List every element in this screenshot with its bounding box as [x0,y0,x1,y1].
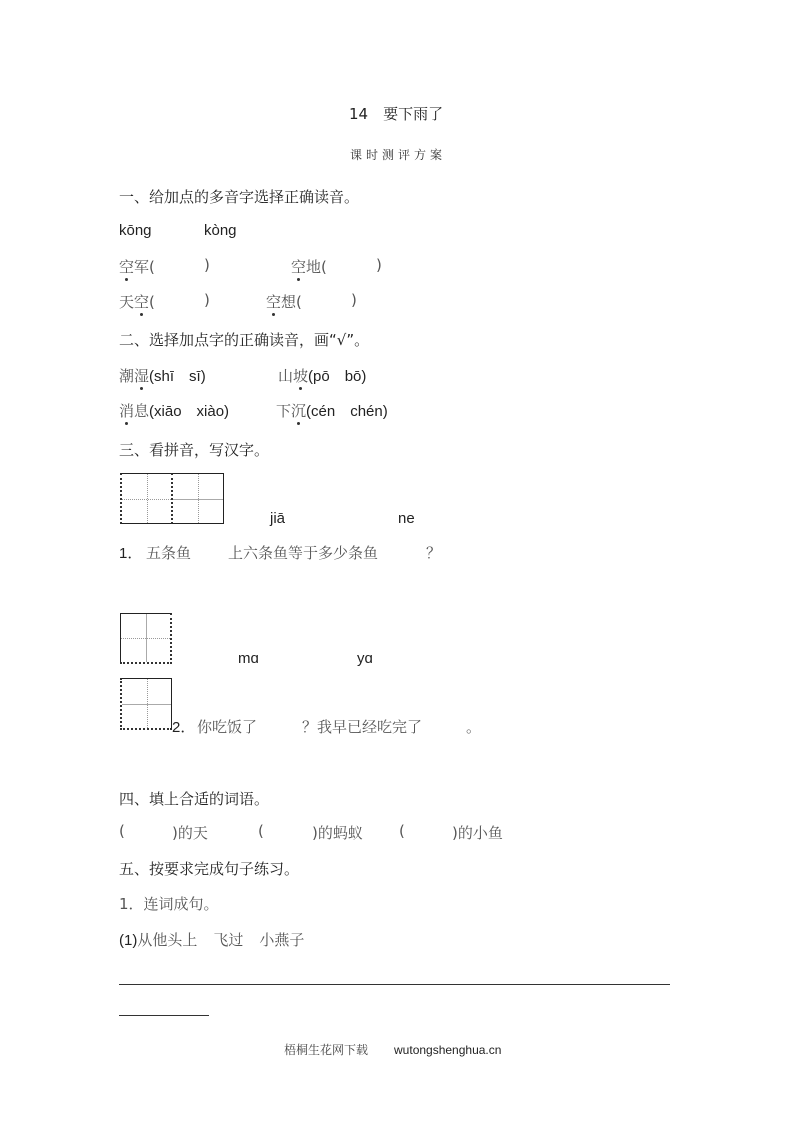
section-2-heading: 二、选择加点字的正确读音，画“√”。 [119,331,370,349]
q1-pinyin-2: ne [398,510,415,527]
fill-close-1: )的天 [172,824,208,842]
q2-number [172,716,195,737]
item-kongxiang [266,291,302,312]
item-kongdi [291,256,327,277]
item-tiankong-close: ) [204,291,210,309]
writing-grid-box[interactable] [120,678,172,730]
section-5-sub-1: 1．连词成句。 [119,895,219,913]
fill-open-2: ( [258,822,264,840]
pinyin-choices: (shī sī) [149,368,206,385]
dotted-char: 空 [266,293,282,311]
item-kongxiang-close: ) [351,291,357,309]
q5-1-label: (1) [119,932,138,949]
q1-number-label: 1． [119,545,143,562]
q2-pinyin-2: yɑ [357,650,373,667]
dotted-char: 空 [291,258,307,276]
word-2: 飞过 [213,931,244,949]
q5-1-words [119,929,304,950]
item-prefix: 下 [276,402,292,420]
word-3: 小燕子 [259,931,305,949]
footer-site-name: 梧桐生花网下载 [284,1043,369,1057]
q1-text-1: 五条鱼 [146,544,192,562]
item-chaoshi [119,365,206,386]
item-suffix: 息 [134,402,150,420]
pinyin-choices: (cén chén) [306,403,388,420]
dotted-char: 坡 [293,367,309,385]
q1-text-3: ？ [426,544,442,562]
fill-open-3: ( [399,822,405,840]
pinyin-choices: (xiāo xiào) [149,403,230,420]
q1-text-2: 上六条鱼等于多少条鱼 [228,544,379,562]
pinyin-choices: (pō bō) [308,368,367,385]
dotted-char: 空 [119,258,135,276]
item-text: 想( [281,293,302,311]
fill-open-1: ( [119,822,125,840]
q2-number-label: 2． [172,719,196,736]
item-kongdi-close: ) [376,256,382,274]
section-1-heading: 一、给加点的多音字选择正确读音。 [119,188,360,206]
footer [284,1041,501,1058]
writing-grid-box[interactable] [171,473,224,524]
item-text: ( [149,293,155,311]
dotted-char: 消 [119,402,135,420]
fill-close-2: )的蚂蚁 [312,824,363,842]
section-4-heading: 四、填上合适的词语。 [119,790,270,808]
pinyin-option-2: kòng [204,222,237,239]
q1-number [119,542,142,563]
item-xiaoxi [119,400,229,421]
q1-pinyin-1: jiā [270,510,286,527]
q2-text-3: 。 [466,718,482,736]
pinyin-option-1: kōng [119,222,152,239]
dotted-char: 沉 [291,402,307,420]
item-prefix: 潮 [119,367,135,385]
writing-grid-box[interactable] [120,613,172,664]
section-5-heading: 五、按要求完成句子练习。 [119,860,300,878]
fill-close-3: )的小鱼 [452,824,503,842]
item-text: 军( [134,258,155,276]
writing-grid-box[interactable] [120,473,172,524]
dotted-char: 湿 [134,367,150,385]
word-1: 从他头上 [137,931,198,949]
item-kongjun-close: ) [204,256,210,274]
answer-line[interactable] [119,984,670,985]
item-prefix: 天 [119,293,135,311]
page-title: 14 要下雨了 [349,105,444,123]
footer-url: wutongshenghua.cn [394,1043,502,1057]
item-tiankong [119,291,155,312]
page-subtitle: 课时测评方案 [350,148,447,162]
item-xiachen [276,400,388,421]
dotted-char: 空 [134,293,150,311]
item-shanpo [278,365,366,386]
q2-text-1: 你吃饭了 [197,718,258,736]
q2-pinyin-1: mɑ [238,650,259,667]
item-text: 地( [306,258,327,276]
section-3-heading: 三、看拼音，写汉字。 [119,441,270,459]
item-kongjun [119,256,155,277]
answer-line-end[interactable] [119,1015,209,1016]
item-prefix: 山 [278,367,294,385]
q2-text-2: ？我早已经吃完了 [302,718,423,736]
